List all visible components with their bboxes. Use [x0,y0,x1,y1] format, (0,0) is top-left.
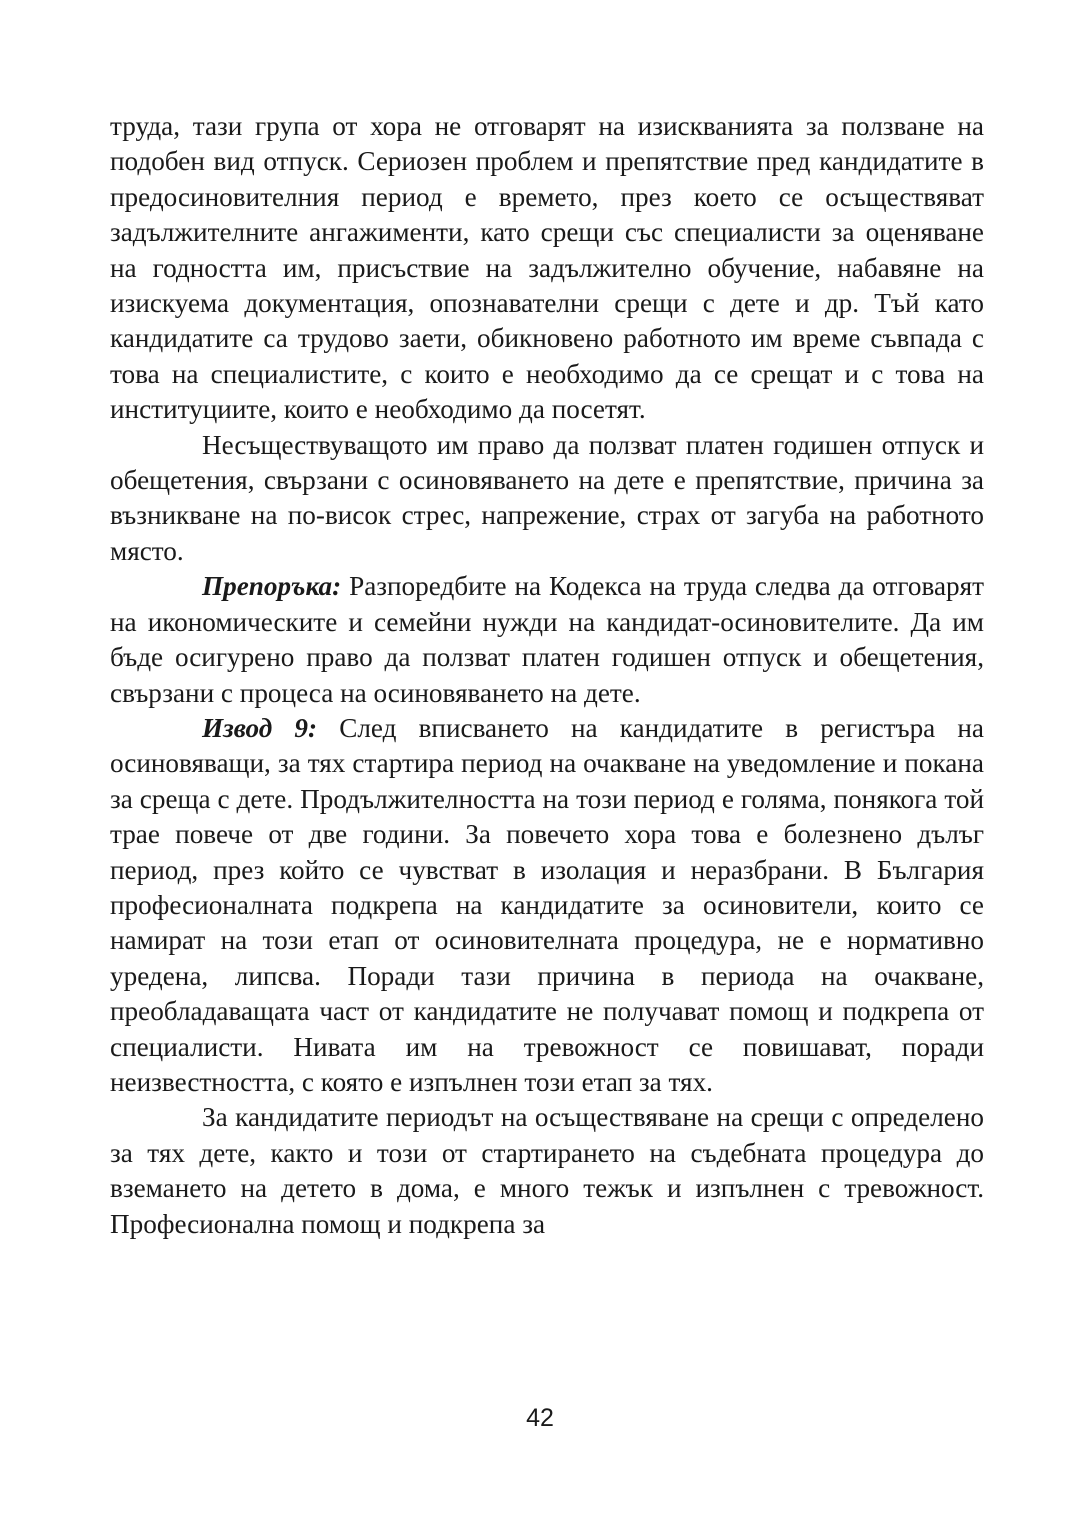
recommendation-label: Препоръка: [202,571,342,602]
paragraph-recommendation [110,569,984,711]
paragraph-continuation [110,109,984,428]
page-number: 42 [526,1404,554,1432]
body-text [110,109,984,1242]
paragraph-text: Несъществуващото им право да ползват платен годишен отпуск и обещетения, свързани с осиновяването на дете е препятствие, причина за възникване на по-висок стрес, напрежение, страх от загуба на работното място. [110,429,984,566]
paragraph-text: Разпоредбите на Кодекса на труда следва да отговарят на икономическите и семейни нужди на кандидат-осиновителите. Да им бъде осигурено право да ползват платен годишен отпуск и обещетения, свързани с процеса на осиновяването на дете. [110,571,984,708]
paragraph-text: След вписването на кандидатите в регистъра на осиновяващи, за тях стартира период на очакване на уведомление и покана за среща с дете. Продължителността на този период е голяма, понякога той трае повече от две години. За повечето хора това е болезнено дълъг период, през който се чувстват в изолация и неразбрани. В България професионалната подкрепа на кандидатите за осиновители, които се намират на този етап от осиновителната процедура, не е нормативно уредена, липсва. Поради тази причина в периода на очакване, преобладаващата част от кандидатите не получават помощ и подкрепа от специалисти. Нивата им на тревожност се повишават, поради неизвестността, с която е изпълнен този етап за тях. [110,712,985,1097]
paragraph-conclusion-9 [110,711,984,1100]
conclusion-label: Извод 9: [202,712,318,743]
paragraph-text: труда, тази група от хора не отговарят на изискванията за ползване на подобен вид отпуск. Сериозен проблем и препятствие пред кандидатите в предосиновителния период е времето, през което се осъществяват задължителните ангажименти, като срещи със специалисти за оценяване на годността им, присъствие на задължително обучение, набавяне на изискуема документация, опознавателни срещи с дете и др. Тъй като кандидатите са трудово заети, обикновено работното им време съвпада с това на специалистите, с които е необходимо да се срещат и с това на институциите, които е необходимо да посетят. [110,111,984,425]
paragraph-leave-rights [110,428,984,570]
paragraph-meeting-period [110,1100,984,1242]
paragraph-text: За кандидатите периодът на осъществяване на срещи с определено за тях дете, както и този от стартирането на съдебната процедура до вземането на детето в дома, е много тежък и изпълнен с тревожност. Професионална помощ и подкрепа за [110,1102,984,1239]
